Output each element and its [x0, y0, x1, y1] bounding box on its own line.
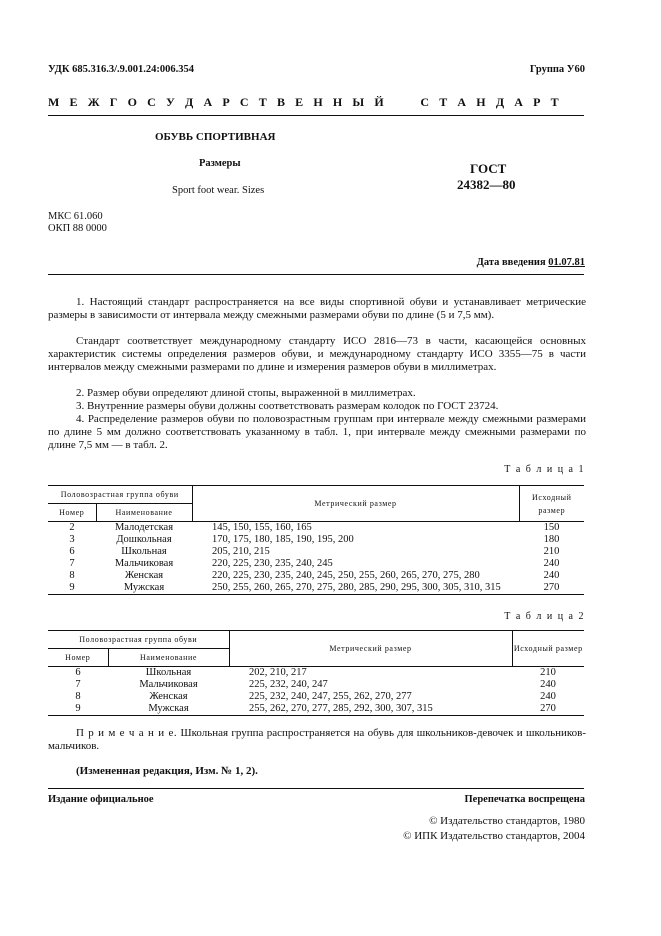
- table-cell-name: Мальчиковая: [114, 558, 174, 569]
- table-cell-number: 3: [69, 534, 75, 545]
- udk-code: УДК 685.316.3/.9.001.24:006.354: [48, 64, 195, 75]
- table-row: [48, 582, 584, 595]
- paragraph-2: Стандарт соответствует международному стандарту ИСО 2816—73 в части, касающейся основных характеристик системы определения размеров обуви, и международному стандарту ИСО 3355—75 в части интервалов между смежными размерами по длине и измерения размеров обуви в миллиметрах.: [48, 335, 586, 373]
- english-title: Sport foot wear. Sizes: [172, 185, 265, 196]
- table-cell-base: 180: [543, 534, 560, 545]
- table-cell-base: 240: [540, 679, 556, 690]
- revision-note: (Измененная редакция, Изм. № 1, 2).: [76, 765, 258, 777]
- note-text: Школьная группа распространяется на обувь для школьников-девочек и школьников-мальчиков.: [48, 727, 587, 752]
- table-cell-number: 8: [75, 691, 81, 702]
- group-code: Группа У60: [529, 64, 585, 75]
- table-cell-name: Мальчиковая: [139, 679, 198, 690]
- table-cell-sizes: 170, 175, 180, 185, 190, 195, 200: [212, 534, 354, 545]
- date-rule: [48, 274, 584, 275]
- table-cell-base: 270: [512, 703, 584, 716]
- table1-header-name: Наименование: [96, 504, 192, 522]
- table-cell-base: 150: [543, 522, 560, 533]
- table-cell-sizes: 202, 210, 217: [249, 667, 307, 678]
- table-row: [48, 679, 584, 691]
- table1-header-metric: Метрический размер: [192, 486, 519, 522]
- table-cell-number: 9: [48, 582, 96, 595]
- effective-date-label: Дата введения: [476, 257, 546, 268]
- table-cell-sizes: 220, 225, 230, 235, 240, 245: [212, 558, 333, 569]
- table1-caption: Т а б л и ц а 1: [504, 464, 585, 475]
- mks-code: МКС 61.060: [48, 211, 103, 222]
- effective-date-value: 01.07.81: [548, 257, 585, 268]
- table-cell-number: 8: [69, 570, 75, 581]
- table-cell-number: 7: [75, 679, 81, 690]
- table1-header-number: Номер: [48, 504, 96, 522]
- table-cell-sizes: 225, 232, 240, 247: [249, 679, 328, 690]
- table-cell-number: 6: [69, 546, 75, 557]
- table-row: [48, 534, 584, 546]
- paragraph-5: 4. Распределение размеров обуви по половозрастным группам при интервале между смежными размерами по длине 5 мм должно соответствовать указанному в табл. 1, при интервале между смежными размерами по длине 7,5 мм — в табл. 2.: [48, 413, 586, 451]
- table-cell-sizes: 220, 225, 230, 235, 240, 245, 250, 255, 260, 265, 270, 275, 280: [212, 570, 480, 581]
- table2-header-group: Половозрастная группа обуви: [48, 631, 229, 649]
- table-cell-name: Школьная: [145, 667, 192, 678]
- table-row: [48, 703, 584, 716]
- table-row: [48, 522, 584, 535]
- table-row: [48, 691, 584, 703]
- table2-header-base: Исходный размер: [512, 631, 584, 667]
- table-cell-name: Школьная: [121, 546, 167, 557]
- table-row: [48, 667, 584, 680]
- table2-header-number: Номер: [48, 649, 108, 667]
- table-cell-sizes: 255, 262, 270, 277, 285, 292, 300, 307, 315: [229, 703, 512, 716]
- table1-header-group: Половозрастная группа обуви: [48, 486, 192, 504]
- gost-label: ГОСТ: [470, 161, 507, 176]
- standard-banner: М Е Ж Г О С У Д А Р С Т В Е Н Н Ы Й С Т А Н Д А Р Т: [48, 95, 563, 109]
- table-cell-base: 240: [540, 691, 556, 702]
- note-label: П р и м е ч а н и е.: [76, 727, 178, 739]
- okp-code: ОКП 88 0000: [48, 223, 107, 234]
- table2-header-metric: Метрический размер: [229, 631, 512, 667]
- table-cell-number: 6: [75, 667, 81, 678]
- document-subtitle: Размеры: [199, 158, 241, 169]
- paragraph-3: 2. Размер обуви определяют длиной стопы, выраженной в миллиметрах.: [76, 387, 416, 399]
- table-1: [48, 485, 584, 595]
- table-cell-sizes: 205, 210, 215: [212, 546, 270, 557]
- table-cell-base: 210: [543, 546, 560, 557]
- table-row: [48, 570, 584, 582]
- copyright-2004: © ИПК Издательство стандартов, 2004: [403, 830, 585, 842]
- gost-number: 24382—80: [457, 177, 516, 192]
- table-cell-name: Дошкольная: [116, 534, 172, 545]
- table-2: [48, 630, 584, 716]
- document-title: ОБУВЬ СПОРТИВНАЯ: [155, 131, 276, 143]
- table-note: [48, 727, 586, 753]
- footer-rule: [48, 788, 584, 789]
- effective-date: [477, 257, 585, 268]
- table2-caption: Т а б л и ц а 2: [504, 611, 585, 622]
- table-cell-number: 9: [48, 703, 108, 716]
- paragraph-1: 1. Настоящий стандарт распространяется на все виды спортивной обуви и устанавливает метрические размеры в зависимости от интервала между смежными размерами обуви по длине (5 и 7,5 мм).: [48, 296, 586, 321]
- banner-rule: [48, 115, 584, 116]
- table-cell-number: 2: [69, 522, 75, 533]
- table-row: [48, 546, 584, 558]
- table-cell-base: 240: [543, 558, 560, 569]
- table-cell-sizes: 250, 255, 260, 265, 270, 275, 280, 285, 290, 295, 300, 305, 310, 315: [192, 582, 519, 595]
- copyright-1980: © Издательство стандартов, 1980: [429, 815, 585, 827]
- table-cell-name: Мужская: [108, 703, 229, 716]
- reprint-notice: Перепечатка воспрещена: [464, 794, 585, 805]
- paragraph-4: 3. Внутренние размеры обуви должны соответствовать размерам колодок по ГОСТ 23724.: [76, 400, 499, 412]
- table1-header-base: Исходный размер: [519, 486, 584, 522]
- table-cell-name: Малодетская: [114, 522, 174, 533]
- table-cell-sizes: 145, 150, 155, 160, 165: [212, 522, 312, 533]
- table-cell-name: Мужская: [96, 582, 192, 595]
- table-cell-base: 270: [519, 582, 584, 595]
- official-edition: Издание официальное: [48, 794, 154, 805]
- table2-header-name: Наименование: [108, 649, 229, 667]
- table-cell-name: Женская: [124, 570, 164, 581]
- table-cell-base: 210: [540, 667, 556, 678]
- table-cell-name: Женская: [149, 691, 188, 702]
- table-row: [48, 558, 584, 570]
- table-cell-number: 7: [69, 558, 75, 569]
- table-cell-base: 240: [543, 570, 560, 581]
- table-cell-sizes: 225, 232, 240, 247, 255, 262, 270, 277: [249, 691, 412, 702]
